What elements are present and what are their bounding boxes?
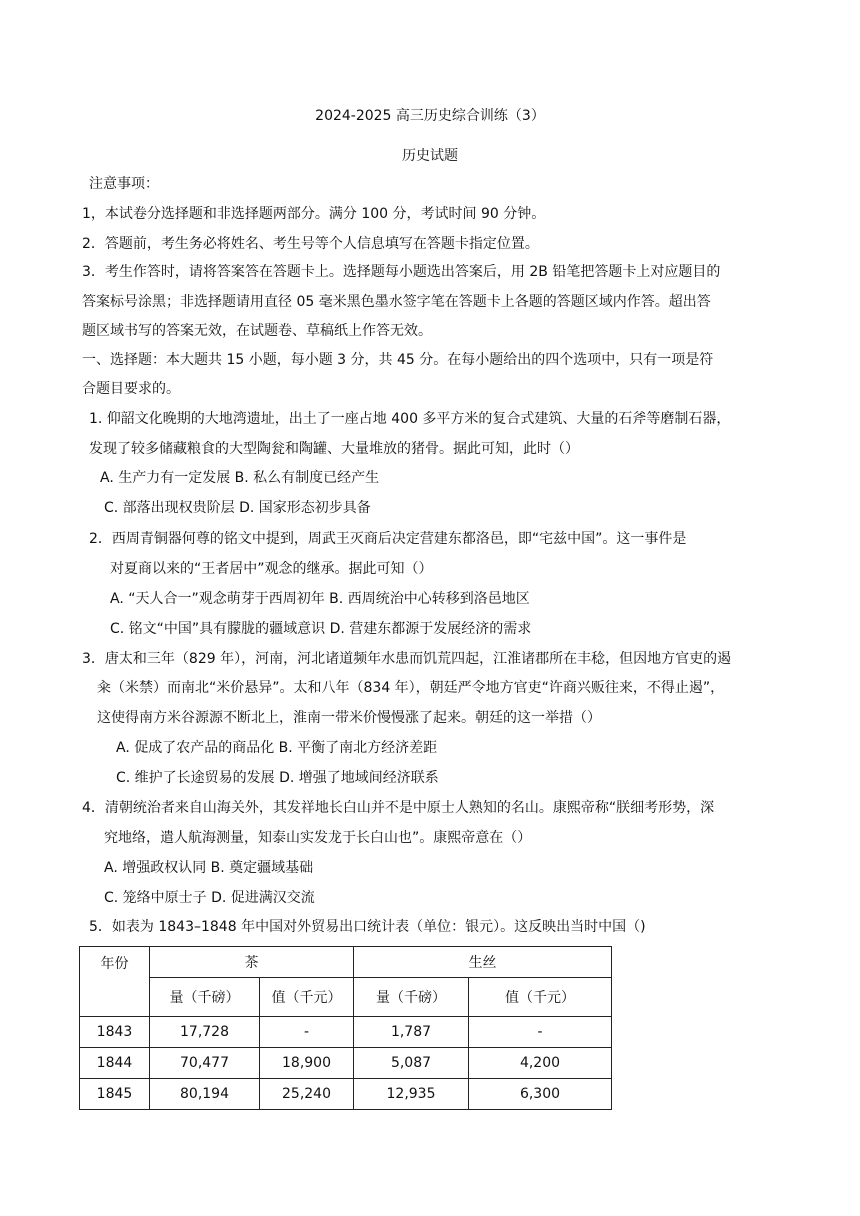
question-1-stem: 发现了较多储藏粮食的大型陶瓮和陶罐、大量堆放的猪骨。据此可知，此时（） [89,441,579,457]
table-row [80,1017,612,1048]
table-row [80,1079,612,1110]
year-cell: 1844 [80,1048,150,1079]
question-5-stem: 5．如表为 1843–1848 年中国对外贸易出口统计表（单位：银元）。这反映出当时中国（) [89,919,646,935]
silk-qty-cell: 5,087 [354,1048,469,1079]
silk-val-header: 值（千元） [469,978,612,1017]
question-2-stem: 2．西周青铜器何尊的铭文中提到，周武王灭商后决定营建东都洛邑，即“宅兹中国”。这一事件是 [89,531,687,547]
notice-item: 2．答题前，考生务必将姓名、考生号等个人信息填写在答题卡指定位置。 [82,236,539,252]
exam-subtitle: 历史试题 [402,148,458,164]
notice-item: 3．考生作答时，请将答案答在答题卡上。选择题每小题选出答案后，用 2B 铅笔把答题卡上对应题目的 [82,264,721,280]
silk-qty-cell: 12,935 [354,1079,469,1110]
tea-group-header: 茶 [150,947,354,978]
question-1-option: A. 生产力有一定发展 B. 私么有制度已经产生 [100,470,380,486]
silk-qty-cell: 1,787 [354,1017,469,1048]
tea-qty-cell: 80,194 [150,1079,260,1110]
section-heading: 一、选择题：本大题共 15 小题，每小题 3 分，共 45 分。在每小题给出的四个选项中，只有一项是符 [82,352,714,368]
silk-group-header: 生丝 [354,947,612,978]
question-3-stem: 这使得南方米谷源源不断北上，淮南一带米价慢慢涨了起来。朝廷的这一举措（） [97,710,601,726]
question-3-stem: 籴（米禁）而南北“米价悬异”。太和八年（834 年），朝廷严令地方官吏“许商兴贩往来，不得止遏”， [97,680,725,696]
question-4-stem: 究地络，遣人航海测量，知泰山实发龙于长白山也”。康熙帝意在（） [104,830,532,846]
question-4-stem: 4．清朝统治者来自山海关外，其发祥地长白山并不是中原士人熟知的名山。康熙帝称“朕细考形势，深 [82,800,715,816]
question-4-option: A. 增强政权认同 B. 奠定疆域基础 [104,860,314,876]
exam-title: 2024-2025 高三历史综合训练（3） [315,108,545,124]
question-3-stem: 3．唐太和三年（829 年），河南，河北诸道频年水患而饥荒四起，江淮诸郡所在丰稔，但因地方官吏的遏 [82,651,732,667]
notice-item: 题区域书写的答案无效，在试题卷、草稿纸上作答无效。 [82,323,432,339]
tea-qty-cell: 70,477 [150,1048,260,1079]
question-4-option: C. 笼络中原士子 D. 促进满汉交流 [104,890,315,906]
tea-val-cell: - [260,1017,354,1048]
question-2-option: C. 铭文“中国”具有朦胧的疆域意识 D. 营建东都源于发展经济的需求 [110,621,532,637]
silk-val-cell: 4,200 [469,1048,612,1079]
question-3-option: A. 促成了农产品的商品化 B. 平衡了南北方经济差距 [116,740,438,756]
year-cell: 1845 [80,1079,150,1110]
year-cell: 1843 [80,1017,150,1048]
question-3-option: C. 维护了长途贸易的发展 D. 增强了地域间经济联系 [116,770,439,786]
notice-heading: 注意事项： [89,176,159,192]
question-1-stem: 1. 仰韶文化晚期的大地湾遗址，出土了一座占地 400 多平方米的复合式建筑、大量的石斧等磨制石器， [89,411,731,427]
tea-val-cell: 18,900 [260,1048,354,1079]
year-header: 年份 [80,947,150,1017]
tea-val-cell: 25,240 [260,1079,354,1110]
question-2-option: A. “天人合一”观念萌芽于西周初年 B. 西周统治中心转移到洛邑地区 [110,591,530,607]
question-1-option: C. 部落出现权贵阶层 D. 国家形态初步具备 [104,500,371,516]
tea-qty-header: 量（千磅） [150,978,260,1017]
table-header-row [80,947,612,978]
silk-val-cell: 6,300 [469,1079,612,1110]
section-heading-cont: 合题目要求的。 [82,381,180,397]
tea-val-header: 值（千元） [260,978,354,1017]
export-statistics-table [79,946,612,1110]
table-row [80,1048,612,1079]
silk-val-cell: - [469,1017,612,1048]
question-2-stem: 对夏商以来的“王者居中”观念的继承。据此可知（） [110,561,433,577]
notice-item: 答案标号涂黑；非选择题请用直径 05 毫米黑色墨水签字笔在答题卡上各题的答题区域内作答。超出答 [82,294,711,310]
tea-qty-cell: 17,728 [150,1017,260,1048]
notice-item: 1，本试卷分选择题和非选择题两部分。满分 100 分，考试时间 90 分钟。 [82,206,546,222]
silk-qty-header: 量（千磅） [354,978,469,1017]
table-subheader-row [80,978,612,1017]
